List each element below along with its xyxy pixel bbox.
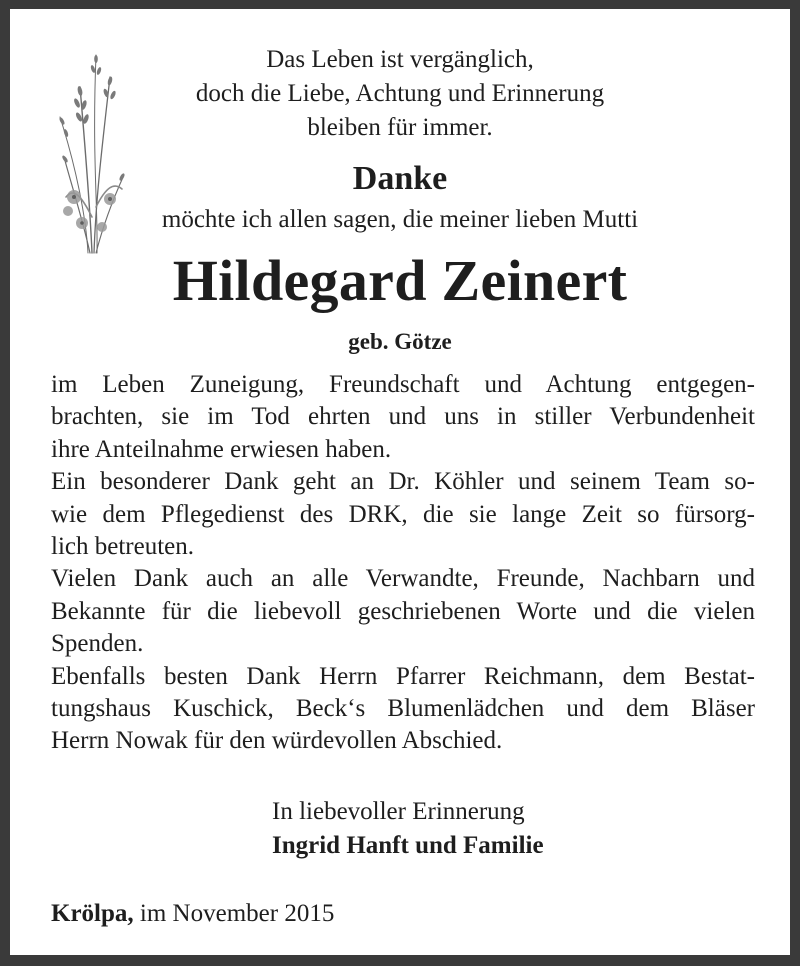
motto-line-2: doch die Liebe, Achtung und Erinnerung (195, 80, 605, 107)
place-name: Krölpa, (51, 900, 134, 927)
birth-name: geb. Götze (348, 329, 452, 354)
body-line: im Leben Zuneigung, Freundschaft und Achtung entgegen- (51, 371, 755, 398)
body-line: Bekannte für die liebevoll geschriebenen Worte und die vielen (51, 597, 755, 625)
signature: Ingrid Hanft und Familie (272, 832, 544, 859)
body-line: Ebenfalls besten Dank Herrn Pfarrer Reichmann, dem Bestat- (51, 662, 755, 690)
intro-line: möchte ich allen sagen, die meiner lieben Mutti (161, 206, 639, 233)
obituary-notice (10, 9, 790, 955)
body-line: tungshaus Kuschick, Beck‘s Blumenlädchen und dem Bläser (51, 694, 755, 722)
body-line: Vielen Dank auch an alle Verwandte, Freunde, Nachbarn und (51, 565, 755, 593)
body-line: Ein besonderer Dank geht an Dr. Köhler und seinem Team so- (51, 468, 755, 496)
heading-danke: Danke (352, 160, 448, 197)
body-line: ihre Anteilnahme erwiesen haben. (51, 435, 392, 463)
motto-line-1: Das Leben ist vergänglich, (266, 46, 534, 73)
body-line: wie dem Pflegedienst des DRK, die sie lange Zeit so fürsorg- (51, 500, 755, 528)
date-text: im November 2015 (133, 900, 335, 927)
thanks-body (51, 369, 755, 758)
closing-phrase: In liebevoller Erinnerung (272, 798, 525, 825)
body-line: brachten, sie im Tod ehrten und uns in stiller Verbundenheit (51, 403, 755, 431)
motto-line-3: bleiben für immer. (307, 114, 493, 141)
motto-verse (140, 43, 660, 145)
closing-block (272, 795, 672, 863)
body-line: lich betreuten. (51, 532, 194, 560)
body-line: Herrn Nowak für den würdevollen Abschied. (51, 727, 503, 755)
deceased-name: Hildegard Zeinert (172, 248, 628, 313)
body-line: Spenden. (51, 630, 144, 658)
place-date-line (51, 897, 551, 931)
